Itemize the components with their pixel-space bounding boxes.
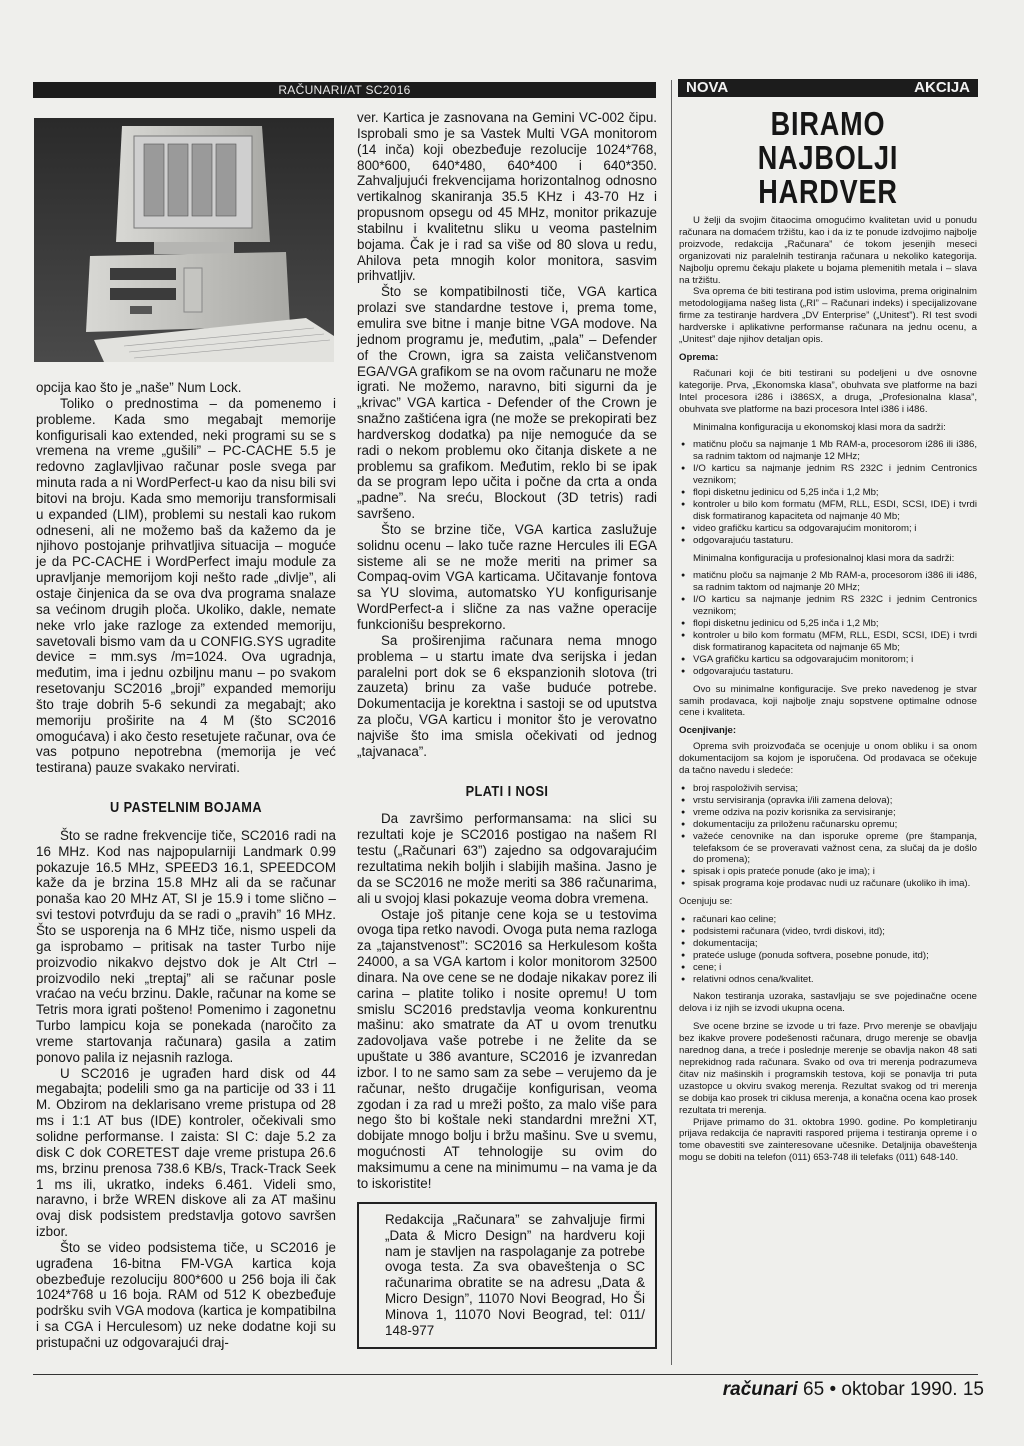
list-professional-config bbox=[679, 570, 977, 677]
list-item: ● VGA grafičku karticu sa odgovarajućim monitorom; i bbox=[693, 654, 977, 666]
paragraph: Oprema svih proizvođača se ocenjuje u onom obliku i sa onom dokumentacijom sa kojom je isporučena. Od prodavaca se očekuje da tačno navedu i sledeće: bbox=[679, 741, 977, 777]
sidebar-box bbox=[679, 107, 977, 1164]
list-item: ● spisak i opis prateće ponude (ako je ima); i bbox=[693, 866, 977, 878]
list-item: ● kontroler u bilo kom formatu (MFM, RLL, ESDI, SCSI, IDE) i tvrdi disk formatiranog kapaciteta od najmanje 65 Mb; bbox=[693, 630, 977, 654]
page-number: 15 bbox=[962, 1379, 984, 1400]
paragraph: Ocenjuju se: bbox=[679, 896, 733, 908]
paragraph: ver. Kartica je zasnovana na Gemini VC-002 čipu. Isprobali smo je sa Vastek Multi VGA monitorom (14 inča) koji obezbeđuje rezolucije 1024*768, 800*600, 640*480, 640*400 i 640*350. Zahvaljujući frekvencijama horizontalnog odnosno vertikalnog skaniranja 35.5 KHz i 43-70 Hz i propusnom opsegu od 45 MHz, monitor prikazuje stabilnu i kvalitetnu sliku u veoma pastelnim bojama. Čak je i rad sa više od 80 slova u redu, Ahilova peta mnogih kolor monitora, sasvim prihvatljiv. bbox=[357, 110, 657, 284]
computer-illustration bbox=[34, 118, 334, 362]
list-economy-config bbox=[679, 439, 977, 546]
acknowledgement-box: Redakcija „Računara” se zahvaljuje firmi „Data & Micro Design” na hardveru koji nam je stavljen na raspolaganje za potrebe ovoga testa. Za sva obaveštenja o SC računarima obratite se na adresu „Data & Micro Design”, 11070 Novi Beograd, Ho Ši Minova 1, 11070 Novi Beograd, tel: 011/ 148-977 bbox=[357, 1202, 657, 1349]
list-item: ● dokumentacija; bbox=[693, 938, 977, 950]
bullet-separator: • bbox=[829, 1379, 837, 1400]
list-item: ● kontroler u bilo kom formatu (MFM, RLL, ESDI, SCSI, IDE) i tvrdi disk formatiranog kapaciteta od najmanje 40 Mb; bbox=[693, 499, 977, 523]
list-item: ● flopi disketnu jedinicu od 5,25 inča i 1,2 Mb; bbox=[693, 487, 977, 499]
list-vendor-info bbox=[679, 783, 977, 890]
box-body bbox=[679, 209, 977, 1164]
paragraph: Što se kompatibilnosti tiče, VGA kartica prolazi sve standardne testove i, prema tome, emulira sve bitne i manje bitne VGA modove. Na jednom programu je, međutim, „pala” – Defender of the Crown, igra sa zaista veličanstvenom EGA/VGA grafikom se na ovom računaru ne može igrati. Ne možemo, naravno, biti sigurni da je „krivac” VGA kartica - Defender of the Crown je snažno zaštićena igra (ne može se prekopirati bez hardverskog dodatka) pa nije nemoguće da se radi o nekom problemu oko čitanja diskete a ne problemu sa grafikom. Međutim, reklo bi se ipak da se program lepo učita i počne da crta a onda „padne”. Na sreću, Blockout (3D tetris) radi savršeno. bbox=[357, 284, 657, 522]
list-item: ● vreme odziva na poziv korisnika za servisiranje; bbox=[693, 807, 977, 819]
label-ocenjivanje: Ocenjivanje: bbox=[679, 725, 737, 737]
paragraph: Računari koji će biti testirani su podeljeni u dve osnovne kategorije. Prva, „Ekonomska klasa”, obuhvata sve platforme na bazi Intel procesora i286 i i386SX, a druga, „Profesionalna klasa”, obuhvata sve platforme na bazi procesora Intel i386 i i486. bbox=[679, 367, 977, 415]
list-item: ● podsistemi računara (video, tvrdi diskovi, itd); bbox=[693, 926, 977, 938]
list-item: ● flopi disketnu jedinicu od 5,25 inča i 1,2 Mb; bbox=[693, 618, 977, 630]
column-divider bbox=[671, 80, 672, 1365]
list-item: ● vrstu servisiranja (opravka i/ili zamena delova); bbox=[693, 795, 977, 807]
paragraph: Sva oprema će biti testirana pod istim uslovima, prema originalnim metodologijama našeg lista („RI” – Računari indeks) i specijalizovane firme za testiranje hardvera „DV Enterprise” („Unitest”). RI test svodi hardverske i aplikativne performanse računara na jednu ocenu, a „Unitest” daje njihov detaljan opis. bbox=[679, 286, 977, 346]
list-item: ● cene; i bbox=[693, 962, 977, 974]
paragraph: Sa proširenjima računara nema mnogo problema – u startu imate dva serijska i jedan paralelni port dok se 6 ekspanzionih slotova (tri zauzeta) brinu za vaše buduće potrebe. Dokumentacija je korektna i sastoji se od uputstva za ploču, VGA karticu i monitor što je verovatno najviše što ima smisla očekivati od jednog „tajvanaca”. bbox=[357, 632, 657, 759]
issue-number: 65 bbox=[803, 1379, 825, 1400]
list-item: ● broj raspoloživih servisa; bbox=[693, 783, 977, 795]
paragraph: Minimalna konfiguracija u profesionalnoj klasi mora da sadrži: bbox=[693, 552, 955, 564]
paragraph: Nakon testiranja uzoraka, sastavljaju se sve pojedinačne ocene delova i iz njih se izvodi ukupna ocena. bbox=[679, 991, 977, 1015]
computer-photo bbox=[34, 118, 334, 362]
list-item: ● odgovarajuću tastaturu. bbox=[693, 666, 977, 678]
article-column-1 bbox=[36, 380, 336, 1351]
running-header: RAČUNARI/AT SC2016 bbox=[33, 82, 656, 98]
list-item: ● spisak programa koje prodavac nudi uz računare (ukoliko ih ima). bbox=[693, 878, 977, 890]
paragraph: U SC2016 je ugrađen hard disk od 44 megabajta; podelili smo ga na particije od 33 i 11 M. Obzirom na deklarisano vreme pristupa od 28 ms i 1:1 AT bus (IDE) kontroler, očekivali smo solidne performanse. I zaista: SI C: daje 5.2 za disk C dok CORETEST daje vreme pristupa 26.6 ms, brzinu prenosa 738.6 KB/s, Track-Track Seek 1 ms ili, ukratko, indeks 6.461. Videli smo, naravno, i brže WREN diskove ali za AT mašinu ovaj disk podsistem predstavlja gotovo savršen izbor. bbox=[36, 1065, 336, 1240]
paragraph: U želji da svojim čitaocima omogućimo kvalitetan uvid u ponudu računara na domaćem tržištu, kao i da iz te ponude izdvojimo najbolje proizvode, redakcija „Računara” će tokom jesenjih meseci organizovati niz paralelnih testiranja računara u nekoliko kategorija. Najbolju opremu čekaju plakete u bojama plemenitih metala i – slava na tržištu. bbox=[679, 215, 977, 286]
paragraph: Što se radne frekvencije tiče, SC2016 radi na 16 MHz. Kod nas najpopularniji Landmark 0.99 pokazuje 16.5 MHz, SPEED3 16.1, SPEEDCOM kaže da je brzina 15.8 MHz ali da se računar ponaša kao 20 MHz AT, SI je 15.9 i tome slično – svi testovi potvrđuju da se radi o „pravih” 16 MHz. Što se usporenja na 6 MHz tiče, nismo uspeli da ga isprobamo – pritisak na taster Turbo nije proizvodio nikakvo dejstvo dok je Alt Ctrl – proizvodilo neki „treptaj” ali se računar posle vraćao na veću brzinu. Dakle, računar na kome se Tetris mora igrati pošteno! Pomenimo i zagonetnu Turbo lampicu koja se ponekada (naročito za vreme startovanja računara) gasila a zatim ponovo palila iz nejasnih razloga. bbox=[36, 827, 336, 1065]
box-header-bar bbox=[678, 79, 978, 97]
section-heading: U PASTELNIM BOJAMA bbox=[110, 799, 262, 817]
box-header-left: NOVA bbox=[686, 79, 729, 96]
list-item: ● matičnu ploču sa najmanje 2 Mb RAM-a, procesorom i386 ili i486, sa radnim taktom od najmanje 20 MHz; bbox=[693, 570, 977, 594]
footer-rule bbox=[33, 1374, 978, 1375]
list-item: ● matičnu ploču sa najmanje 1 Mb RAM-a, procesorom i286 ili i386, sa radnim taktom od najmanje 12 MHz; bbox=[693, 439, 977, 463]
paragraph: Prijave primamo do 31. oktobra 1990. godine. Po kompletiranju prijava redakcija će napraviti raspored prijema i testiranja opreme i o tome obavestiti sve zainteresovane učesnike. Detaljnija obaveštenja mogu se dobiti na telefon (011) 653-748 ili telefaks (011) 648-140. bbox=[679, 1116, 977, 1164]
section-heading: PLATI I NOSI bbox=[465, 782, 549, 800]
list-evaluated bbox=[679, 914, 977, 985]
list-item: ● relativni odnos cena/kvalitet. bbox=[693, 974, 977, 986]
list-item: ● video grafičku karticu sa odgovarajućim monitorom; i bbox=[693, 523, 977, 535]
paragraph: Što se brzine tiče, VGA kartica zaslužuje solidnu ocenu – lako tuče razne Hercules ili EGA sisteme ali se ne može meriti na primer sa Compaq-ovim VGA karticama. Učitavanje fontova sa YU slovima, automatsko YU konfigurisanje WordPerfect-a i slične za nas važne operacije funkcionišu besprekorno. bbox=[357, 521, 657, 632]
box-header-right: AKCIJA bbox=[914, 79, 970, 96]
paragraph: Minimalna konfiguracija u ekonomskoj klasi mora da sadrži: bbox=[693, 421, 946, 433]
list-item: ● I/O karticu sa najmanje jednim RS 232C i jednim Centronics veznikom; bbox=[693, 594, 977, 618]
list-item: ● računari kao celine; bbox=[693, 914, 977, 926]
label-oprema: Oprema: bbox=[679, 351, 719, 363]
paragraph: Ostaje još pitanje cene koja se u testovima ovoga tipa retko navodi. Ovoga puta nema razloga za „tajanstvenost”: SC2016 sa Herkulesom košta 24000, a sa VGA kartom i kolor monitorom 32500 dinara. Na ove cene se ne dodaje nikakav porez ili carina – platite toliko i nosite opremu! U tom smislu SC2016 predstavlja veoma konkurentnu mašinu: ako smatrate da AT u ovom trenutku zadovoljava vaše potrebe i ne želite da se upuštate u 386 avanture, SC2016 je izvanredan izbor. I to ne samo sam za sebe – verujemo da je računar, nešto drugačije konfigurisan, veoma zgodan i za rad u mreži pošto, za malo više para nego što bi koštale neki standardni mrežni XT, dobijate mnogo bolju i bržu mašinu. Sve u svemu, mogućnosti AT tehnologije su ovim do maksimumu a cene na minimumu – na vama je da to iskoristite! bbox=[357, 906, 657, 1191]
paragraph: Što se video podsistema tiče, u SC2016 je ugrađena 16-bitna FM-VGA kartica koja obezbeđuje rezoluciju 800*600 u 256 boja ili čak 1024*768 u 16 boja. RAM od 512 K obezbeđuje podršku svih VGA modova (kartica je kompatibilna i sa CGA i Herculesom) uz neke dodatne koji su pristupačni uz odgovarajući draj- bbox=[36, 1239, 336, 1350]
list-item: ● prateće usluge (ponuda softvera, posebne ponude, itd); bbox=[693, 950, 977, 962]
magazine-name: računari bbox=[722, 1379, 798, 1400]
page-footer bbox=[723, 1378, 984, 1402]
paragraph: opcija kao što je „naše” Num Lock. bbox=[36, 380, 242, 395]
paragraph: Ovo su minimalne konfiguracije. Sve preko navedenog je stvar samih prodavaca, koji najbolje znaju sopstvene optimalne odnose cene i kvaliteta. bbox=[679, 683, 977, 719]
article-column-2 bbox=[357, 110, 657, 1349]
list-item: ● I/O karticu sa najmanje jednim RS 232C i jednim Centronics veznikom; bbox=[693, 463, 977, 487]
issue-date: oktobar 1990. bbox=[841, 1379, 958, 1400]
paragraph: Da završimo performansama: na slici su rezultati koje je SC2016 postigao na našem RI testu („Računari 63”) zajedno sa odgovarajućim rezultatima nekih boljih i slabijih mašina. Jasno je da se SC2016 ne može meriti sa 386 računarima, ali u svojoj klasi pokazuje veoma dobra vremena. bbox=[357, 811, 657, 906]
list-item: ● dokumentaciju za priloženu računarsku opremu; bbox=[693, 819, 977, 831]
list-item: ● važeće cenovnike na dan isporuke opreme (pre štampanja, telefaksom će se proveravati važnost cena, za slučaj da je došlo do promena); bbox=[693, 831, 977, 867]
box-title: BIRAMO NAJBOLJI HARDVER bbox=[757, 105, 899, 210]
list-item: ● odgovarajuću tastaturu. bbox=[693, 535, 977, 547]
paragraph: Sve ocene brzine se izvode u tri faze. Prvo merenje se obavljaju bez ikakve provere podešenosti računara, drugo merenje se obavlja narednog dana, a treće i poslednje merenje se obavlja nakon 48 sati neprekidnog rada računara. Svako od ova tri merenja podrazumeva čitav niz mašinskih i programskih testova, koji se ponavlja tri puta uzastopce u okviru svakog merenja. Rezultat svakog od tri merenja se dobija kao prosek tri ciklusa merenja, a konačna ocena kao prosek rezultata tri merenja. bbox=[679, 1021, 977, 1116]
paragraph: Toliko o prednostima – da pomenemo i probleme. Kada smo megabajt memorije konfigurisali kao extended, neki programi su se s vremena na vreme „gušili” – PC-CACHE 5.5 je redovno zaglavljivao računar posle svega par minuta rada a ni WordPerfect-u kao da nisu bili svi bitovi na broju. Kada smo memoriju transformisali u expanded (LIM), problemi su nestali kao rukom odneseni, ali ne možemo baš da kažemo da je njihovo postojanje prihvatljiva situacija – moguće je da PC-CACHE i WordPerfect imaju module za upravljanje memorijom koji nešto rade „divlje”, ali ostaje činjenica da se ova dva programa snalaze sa većinom drugih ploča. Ukoliko, dakle, nemate neke vrlo jake razloge za extended memoriju, savetovali bismo vam da u CONFIG.SYS ugradite device = mm.sys /m=1024. Ova ugradnja, međutim, ima i jednu ozbiljnu manu – po svakom resetovanju SC2016 „broji” expanded memoriju što traje dobrih 5-6 sekundi za megabajt; ako memoriju proširite na 4 M (što SC2016 omogućava) i ako često resetujete računar, ova će vas potpuno nepotrebna (memorija je već testirana) pauze svakako nervirati. bbox=[36, 395, 336, 776]
